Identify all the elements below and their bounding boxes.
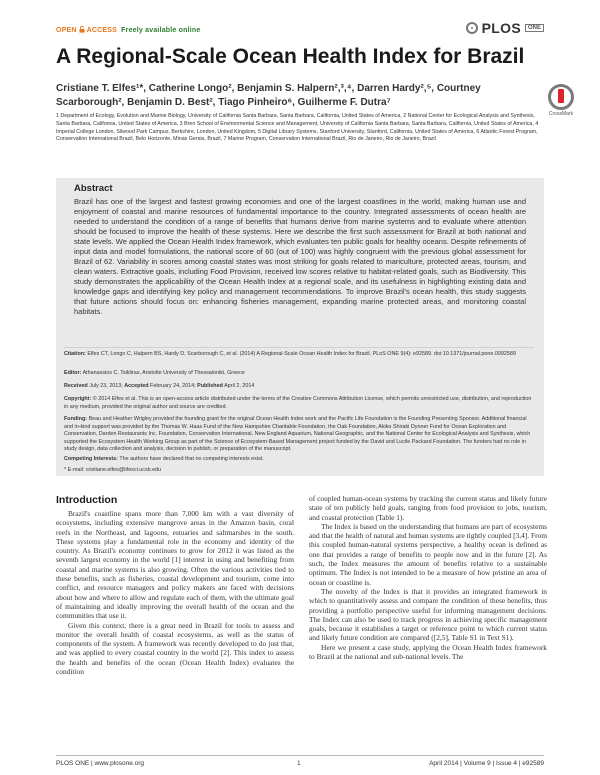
body-paragraph: Here we present a case study, applying the Ocean Health Index framework to Brazil at the national and sub-national levels. The [309, 642, 547, 662]
open-access-banner [56, 26, 200, 34]
plos-one-logo [466, 20, 544, 36]
footer-divider [56, 755, 544, 756]
plos-brand: PLOS [481, 20, 521, 36]
funding-text: Beau and Heather Wrigley provided the founding grant for the original Ocean Health Index work and the Pacific Life Foundation is the Founding Presenting Sponsor. Additional financial and in-kind support was provided by the Thomas W. Haas Fund of the New Hampshire Charitable Foundation, the Oak Foundation, Akiko Shiraki Dynner Fund for Ocean Exploration and Conservation, Darden Restaurants Inc. Foundation, Conservation International, New England Aquarium, National Geographic, and the National Center for Ecological Analysis and Synthesis, which supported the Ecosystem Health Working Group as part of the Science of Ecosystem-Based Management project funded by the David and Lucile Packard Foundation. The funders had no role in study design, data collection and analysis, decision to publish, or preparation of the manuscript. [64, 416, 531, 453]
citation [64, 351, 534, 359]
copyright-text: © 2014 Elfes et al. This is an open-access article distributed under the terms of the Creative Commons Attribution License, which permits unrestricted use, distribution, and reproduction in any medium, provided the original author and source are credited. [64, 396, 532, 410]
competing-label: Competing Interests: [64, 456, 118, 462]
abstract-divider [64, 347, 534, 348]
copyright-label: Copyright: [64, 396, 92, 402]
body-paragraph: The novelty of the Index is that it provides an integrated framework in which to quantitatively assess and compare the condition of these benefits, thus providing a portfolio perspective useful for informing management decisions. The Index can also be used to track progress in achieving specific management goals, because it establishes a target or reference point to which current status and likely future condition are compared ([2,5], Table S1 in Text S1). [309, 586, 547, 643]
accepted-date: February 24, 2014; [150, 383, 196, 389]
citation-label: Citation: [64, 351, 86, 357]
footer-journal[interactable]: PLOS ONE | www.plosone.org [56, 760, 145, 767]
received-label: Received [64, 383, 88, 389]
body-paragraph: The Index is based on the understanding that humans are part of ecosystems and that the health of natural and human systems are tightly coupled [3,4]. From this coupled human-natural systems perspective, a healthy ocean is defined as one that provides a range of benefits to people now and in the future [2]. As such, the Index measures the amount of benefits relative to a sustainable optimum. The Index is not intended to be a measure of how pristine an area of ocean or coastline is. [309, 521, 547, 587]
copyright [64, 396, 534, 411]
open-access-lock-icon [79, 26, 85, 33]
citation-text: Elfes CT, Longo C, Halpern BS, Hardy D, Scarborough C, et al. (2014) A Regional-Scale Ocean Health Index for Brazil. PLoS ONE 9(4): e92589. doi:10.1371/journal.pone.0092589 [87, 351, 516, 357]
freely-available-label: Freely available online [121, 27, 201, 34]
editor-label: Editor: [64, 370, 82, 376]
dates [64, 383, 534, 391]
affiliations: 1 Department of Ecology, Evolution and Marine Biology, University of California Santa Barbara, Santa Barbara, California, United States of America, 2 National Center for Ecological Analysis and Synthesis, Santa Barbara, California, United States of America, 3 Bren School of Environmental Science and Management, University of California Santa Barbara, Santa Barbara, California, United States of America, 4 Imperial College London, Silwood Park Campus, Berkshire, London, United Kingdom, 5 Digital Library Systems, Stanford University, Stanford, California, United States of America, 6 Atlantic Forest Program, Conservation International Brazil, Belo Horizonte, Minas Gerais, Brazil, 7 Marine Program, Conservation International Brazil, Rio de Janeiro, Rio de Janeiro, Brazil [56, 113, 539, 143]
crossmark-label: CrossMark [548, 111, 574, 117]
article-title: A Regional-Scale Ocean Health Index for Brazil [56, 45, 525, 68]
editor [64, 370, 534, 378]
funding-label: Funding: [64, 416, 88, 422]
body-paragraph: of coupled human-ocean systems by tracking the current status and likely future state of ten publicly held goals, ranging from food provision to jobs, tourism, and coastal protection (Table 1). [309, 494, 547, 522]
crossmark-badge[interactable] [543, 84, 579, 117]
body-paragraph: Given this context, there is a great need in Brazil for tools to assess and monitor the overall health of coastal ecosystems, as well as the status of components of the system. A framework was recently developed to do just that, and was applied to every coastal country in the world [2]. This index to assess the health and benefits of the ocean (Ocean Health Index) evaluates the condition [56, 620, 294, 677]
open-label: OPEN [56, 27, 77, 34]
published-label: Published [197, 383, 223, 389]
right-column [309, 494, 547, 661]
plos-logo-icon [466, 22, 478, 34]
accepted-label: Accepted [124, 383, 149, 389]
plos-brand-one: ONE [525, 24, 544, 32]
competing-text: The authors have declared that no competing interests exist. [119, 456, 264, 462]
left-column [56, 509, 294, 676]
page-number: 1 [297, 760, 301, 767]
author-list: Cristiane T. Elfes¹*, Catherine Longo², Benjamin S. Halpern²,³,⁴, Darren Hardy²,⁵, Courtney Scarborough², Benjamin D. Best², Tiago Pinheiro⁶, Guilherme F. Dutra⁷ [56, 83, 481, 108]
introduction-heading: Introduction [56, 494, 118, 506]
crossmark-icon [548, 84, 574, 110]
abstract-text: Brazil has one of the largest and fastest growing economies and one of the largest coastlines in the world, making human use and enjoyment of coastal and marine resources of fundamental importance to the country. Integrated assessments of ocean health are needed to understand the condition of a range of benefits that humans derive from marine systems and to evaluate where attention should be focused to improve the health of these systems. Here we describe the first such assessment for Brazil at both national and state levels. We applied the Ocean Health Index framework, which evaluates ten public goals for healthy oceans. Despite refinements of input data and model formulations, the national score of 60 (out of 100) was highly congruent with the previous global assessment for Brazil of 62. Variability in scores among coastal states was most striking for goals related to mariculture, protected areas, tourism, and clean waters. Extractive goals, including Food Provision, received low scores relative to habitat-related goals, such as Biodiversity. This study demonstrates the applicability of the Ocean Health Index at a regional scale, and its usefulness in highlighting existing data and knowledge gaps and identifying key policy and management recommendations. To improve Brazil's ocean health, this study suggests that future actions should focus on: enhancing fisheries management, expanding marine protected areas, and monitoring coastal habitats. [74, 197, 526, 316]
published-date: April 2, 2014 [224, 383, 255, 389]
funding [64, 416, 534, 454]
received-date: July 23, 2013; [89, 383, 123, 389]
access-label: ACCESS [86, 27, 118, 34]
body-paragraph: Brazil's coastline spans more than 7,000 km with a vast diversity of ecosystems, including extensive mangrove areas in the Amazon basin, coral reefs in the Northeast, and lagoons, estuaries and saltmarshes in the south. These systems play a fundamental role in the economy and identity of the country. As Brazil's economy continues to grow for 2012 it was listed as the seventh largest economy in the world [1] interest in using and benefiting from coastal and marine systems is also growing. Often the various activities tied to these benefits, such as fisheries, coastal development and tourism, come into conflict, and resource managers and policy makers are faced with decisions about how and where to allow and regulate each of them, with the ultimate goal of maintaining and ideally improving the overall health of the ocean and the communities that use it. [56, 509, 294, 621]
footer-issue: April 2014 | Volume 9 | Issue 4 | e92589 [429, 760, 544, 767]
abstract-heading: Abstract [74, 183, 113, 194]
competing-interests [64, 456, 534, 464]
editor-text: Athanassios C. Tsikliras, Aristotle University of Thessaloniki, Greece [82, 370, 245, 376]
corresponding-email[interactable]: * E-mail: cristiane.elfes@lifesci.ucsb.edu [64, 467, 162, 473]
